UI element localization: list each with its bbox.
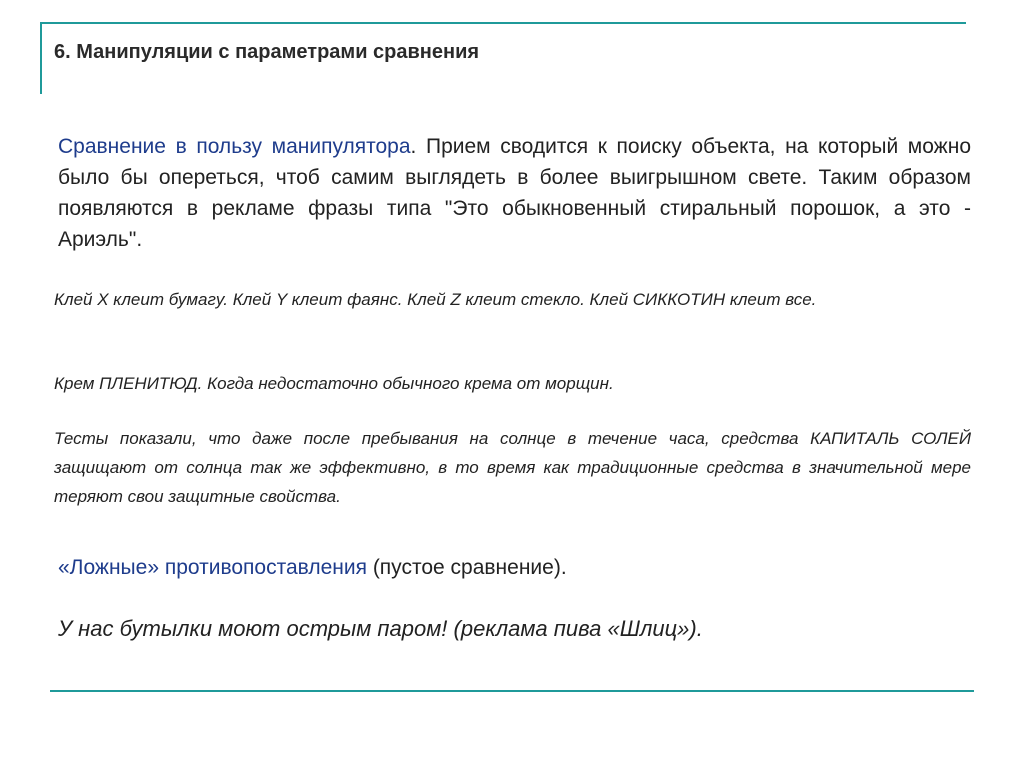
false-contrast-paragraph [58,553,567,583]
bottom-frame-rule [50,690,974,692]
beer-example: У нас бутылки моют острым паром! (реклама пива «Шлиц»). [58,616,703,641]
slide-title: 6. Манипуляции с параметрами сравнения [54,41,480,63]
intro-term: Сравнение в пользу манипулятора [58,135,411,158]
intro-paragraph [58,131,971,255]
example-cream: Крем ПЛЕНИТЮД. Когда недостаточно обычного крема от морщин. [54,374,614,393]
top-frame-rule [40,22,966,24]
false-contrast-text: (пустое сравнение). [366,556,567,579]
left-frame-rule [40,22,42,94]
example-sunscreen: Тесты показали, что даже после пребывания на солнце в течение часа, средства КАПИТАЛЬ СОЛЕЙ защищают от солнца так же эффективно, в то время как традиционные средства в значительной мере теряют свои защитные свойства. [54,429,971,506]
example-glue: Клей X клеит бумагу. Клей Y клеит фаянс. Клей Z клеит стекло. Клей СИККОТИН клеит все. [54,290,817,309]
false-contrast-term: «Ложные» противопоставления [58,556,367,579]
intro-text: . Прием сводится к поиску объекта, на который можно было бы опереться, чтоб самим выглядеть в более выигрышном свете. Таким образом появляются в рекламе фразы типа "Это обыкновенный стиральный порошок, а это - Ариэль". [58,135,971,251]
